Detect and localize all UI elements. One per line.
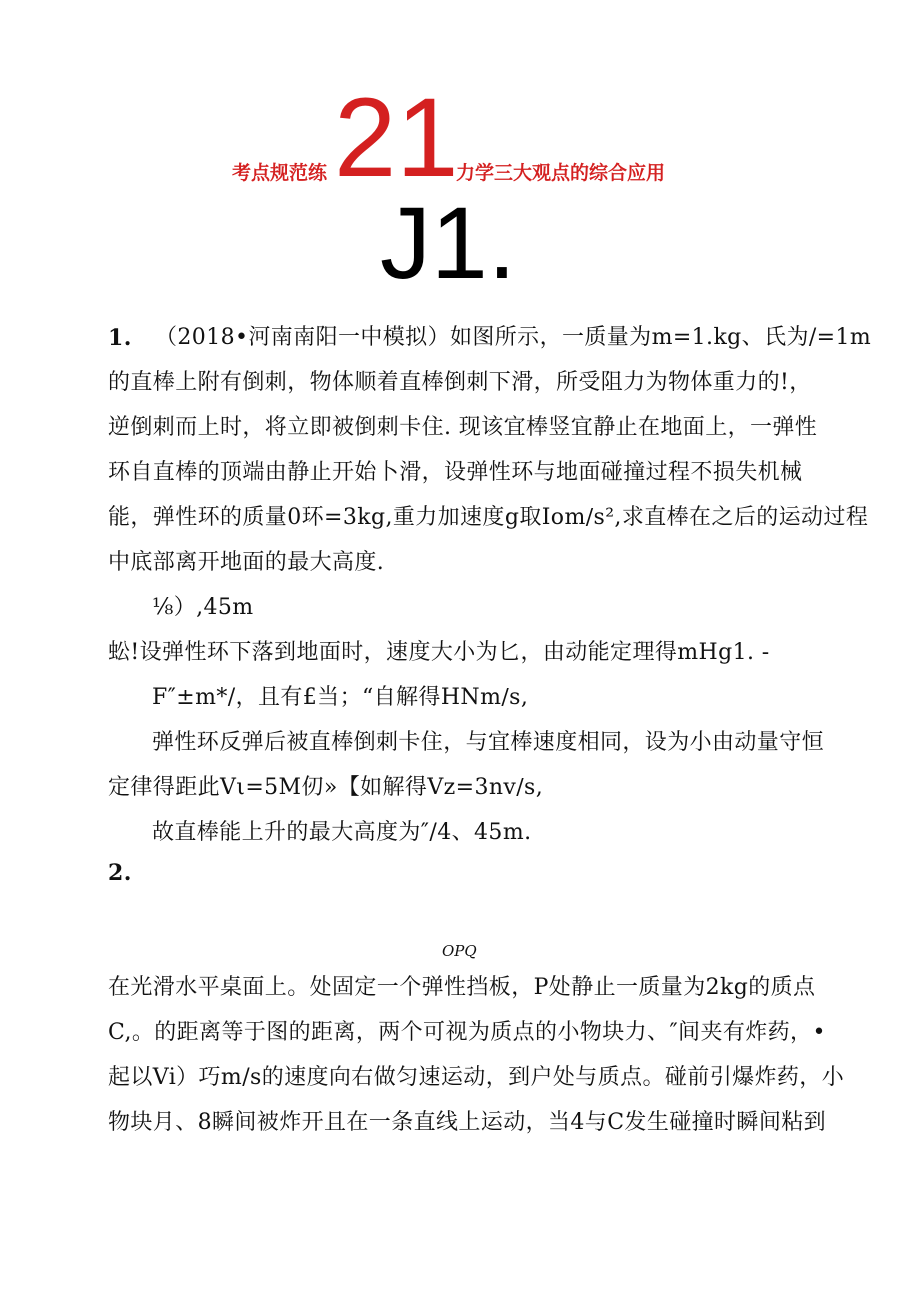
problem-1-line: 中底部离开地面的最大高度. [108,550,385,575]
solution-line: 蚣!设弹性环下落到地面时，速度大小为匕，由动能定理得mHg1. - [108,640,770,665]
problem-2-line: 物块月、8瞬间被炸开且在一条直线上运动，当4与C发生碰撞时瞬间粘到 [108,1110,827,1135]
header-topic: 力学三大观点的综合应用 [456,162,666,184]
page-header [0,75,920,200]
large-subtitle: J1. [380,186,517,300]
problem-2-line: C,。的距离等于图的距离，两个可视为质点的小物块力、″间夹有炸药，• [108,1020,826,1045]
figure-label: OPQ [442,942,477,960]
problem-1-line: 能，弹性环的质量0环=3kg,重力加速度g取Iom∕s²,求直棒在之后的运动过程 [108,505,869,530]
problem-1-line: 环自直棒的顶端由静止开始卜滑，设弹性环与地面碰撞过程不损失机械 [108,460,803,485]
problem-1-number: 1. [108,325,132,351]
problem-1-line: （2018•河南南阳一中模拟）如图所示，一质量为m=1.kg、氏为/=1m [155,325,872,350]
solution-line: 故直棒能上升的最大高度为″/4、45m. [152,820,532,845]
problem-2-line: 在光滑水平桌面上。处固定一个弹性挡板，P处静止一质量为2kg的质点 [108,975,816,1000]
problem-1-answer: ⅛）,45m [152,595,254,620]
problem-1-line: 的直棒上附有倒刺，物体顺着直棒倒刺下滑，所受阻力为物体重力的!， [108,370,812,395]
solution-line: 定律得距此Vι=5M仞»【如解得Vz=3nv∕s, [108,775,544,800]
solution-line: 弹性环反弹后被直棒倒刺卡住，与宜棒速度相同，设为小由动量守恒 [152,730,825,755]
problem-2-line: 起以Vi）巧m/s的速度向右做匀速运动，到户处与质点。碰前引爆炸药，小 [108,1065,845,1090]
problem-1-line: 逆倒刺而上时，将立即被倒刺卡住. 现该宜棒竖宜静止在地面上，一弹性 [108,415,818,440]
problem-2-number: 2. [108,860,132,886]
solution-line: F″±m*/，且有£当；“自解得HNm∕s, [152,685,529,710]
header-number: 21 [334,75,459,200]
header-prefix: 考点规范练 [232,162,328,184]
